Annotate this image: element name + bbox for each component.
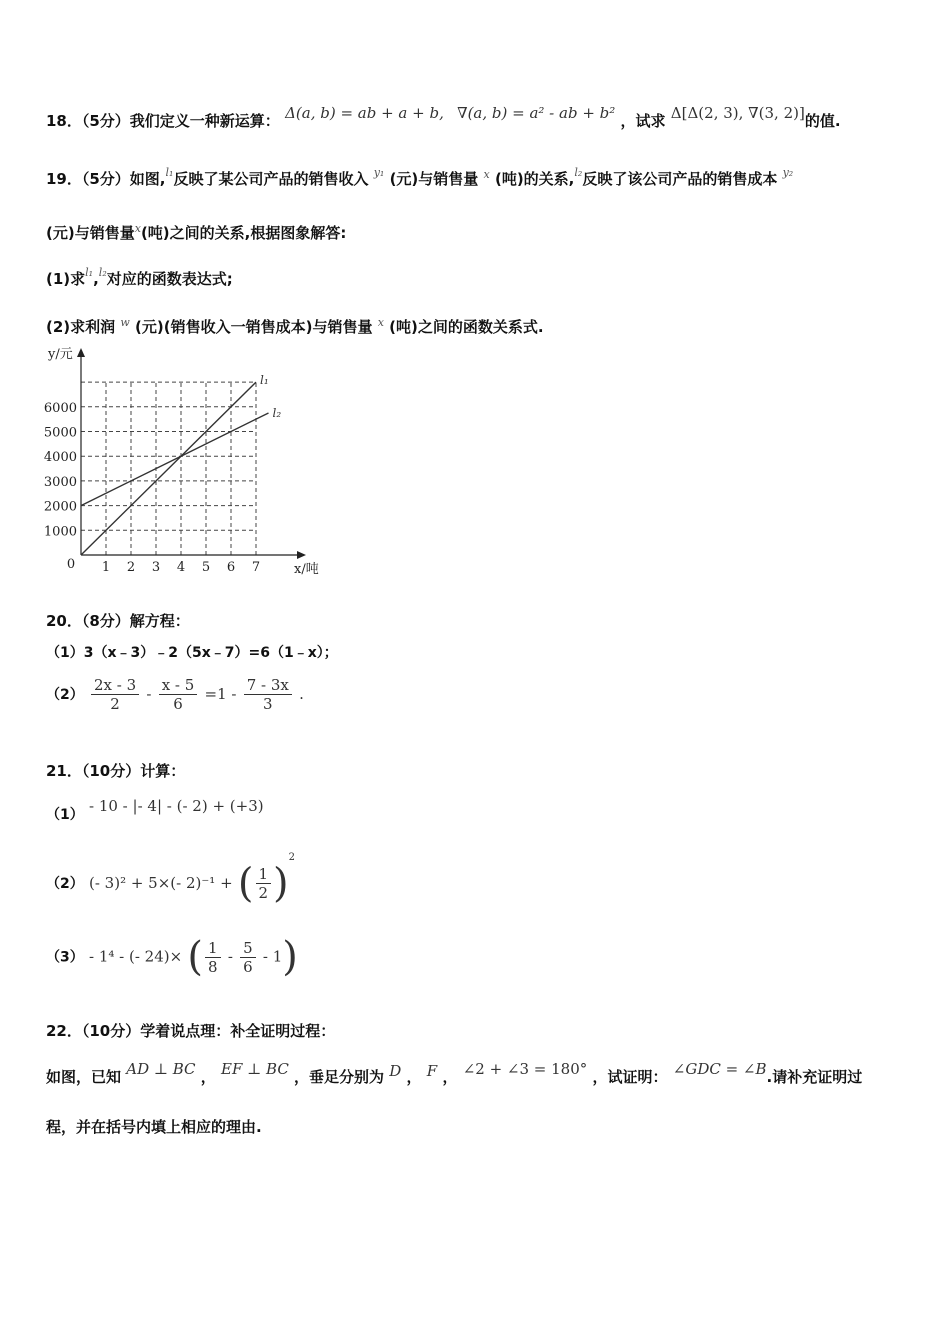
left-paren: ( (187, 934, 204, 980)
q21-part2-label: （2） (46, 876, 84, 892)
q22-head: 22．（10分）学着说点理：补全证明过程： (46, 1022, 336, 1040)
fraction (244, 676, 292, 713)
q19-text-2: (元)与销售量 (389, 170, 479, 188)
operator: - (227, 947, 233, 966)
q19-text-4: 反映了该公司产品的销售成本 (582, 170, 778, 188)
q22-formula-gdc-b: ∠GDC = ∠B (672, 1060, 767, 1078)
denominator: 2 (110, 695, 120, 713)
numerator: 5 (240, 939, 256, 958)
q22-point-d: D (389, 1062, 402, 1080)
q22-line1 (46, 1060, 863, 1087)
q19-line2 (46, 222, 346, 243)
q22-text-d: .请补充证明过 (766, 1068, 863, 1086)
y-tick-label: 4000 (43, 450, 77, 466)
q20-part2 (46, 676, 304, 713)
q21-part3-tail: - 1 (262, 947, 283, 966)
q19-line2-b: (吨)之间的关系,根据图象解答: (140, 224, 347, 242)
symbol-w: w (120, 316, 130, 329)
q22-formula-angles: ∠2 + ∠3 = 180° (462, 1060, 588, 1078)
y-tick-label: 6000 (43, 400, 77, 416)
symbol-l2: l₂ (98, 266, 107, 279)
q22-formula-ef-perp-bc: EF ⊥ BC (221, 1060, 289, 1078)
x-tick-label: 1 (101, 560, 111, 575)
q22-point-f: F (426, 1062, 438, 1080)
origin-label: 0 (66, 557, 76, 572)
q21-part3 (46, 934, 298, 980)
fraction (256, 865, 272, 902)
q22-comma: ， (200, 1068, 216, 1086)
numerator: 1 (256, 865, 272, 884)
x-tick-label: 4 (176, 560, 186, 575)
q19-part2-b: (元)(销售收入一销售成本)与销售量 (135, 318, 373, 336)
q19-part2-c: (吨)之间的函数关系式. (389, 318, 544, 336)
numerator: 1 (205, 939, 221, 958)
q21-head: 21．（10分）计算： (46, 762, 186, 780)
symbol-y2: y₂ (782, 166, 794, 179)
y-tick-label: 5000 (43, 425, 77, 441)
right-paren: ) (282, 934, 298, 980)
x-tick-label: 3 (151, 560, 161, 575)
q21-part3-expr: - 1⁴ - (- 24)× (88, 947, 183, 966)
q18-formula-delta: Δ(a, b) = ab + a + b, (285, 104, 444, 122)
symbol-l1: l₁ (165, 166, 174, 179)
denominator: 2 (258, 884, 269, 902)
y-axis-arrow (77, 348, 85, 357)
denominator: 8 (208, 957, 218, 976)
q19-part1-a: (1)求 (46, 270, 86, 288)
x-axis-arrow (297, 551, 306, 559)
denominator: 6 (173, 695, 183, 713)
q22-text-c: ，试证明： (592, 1068, 668, 1086)
x-tick-label: 6 (226, 560, 236, 575)
q22-comma: ， (442, 1068, 458, 1086)
denominator: 6 (243, 957, 253, 976)
q22-formula-ad-perp-bc: AD ⊥ BC (126, 1060, 196, 1078)
q18-mid: ，试求 (620, 112, 666, 130)
x-axis-label: x/吨 (294, 562, 319, 577)
y-tick-label: 1000 (43, 524, 77, 540)
numerator: x - 5 (159, 676, 198, 695)
series-line-2 (81, 413, 269, 506)
q21-part1-expr: - 10 - |- 4| - (- 2) + (+3) (88, 797, 264, 815)
q19-text-1: 反映了某公司产品的销售收入 (173, 170, 369, 188)
fraction (91, 676, 139, 713)
q19-line2-a: (元)与销售量 (46, 224, 135, 242)
q19-head: 19．（5分）如图, (46, 170, 166, 188)
q20-part2-label: （2） (46, 687, 84, 703)
numerator: 7 - 3x (244, 676, 292, 695)
q22-line2: 程，并在括号内填上相应的理由. (46, 1118, 262, 1136)
exponent: 2 (288, 852, 296, 863)
symbol-x: x (483, 168, 490, 181)
q19-part2-a: (2)求利润 (46, 318, 116, 336)
q19-line1 (46, 168, 793, 189)
y-tick-label: 2000 (43, 499, 77, 515)
series-label-1: l₁ (260, 373, 269, 388)
period: . (299, 685, 304, 703)
q18-tail: 的值. (804, 112, 841, 130)
fraction (159, 676, 198, 713)
q20-head: 20．（8分）解方程： (46, 612, 190, 630)
x-tick-label: 5 (201, 560, 211, 575)
series-label-2: l₂ (272, 405, 282, 420)
symbol-l1: l₁ (85, 266, 94, 279)
series-line-1 (81, 382, 256, 555)
q19-text-3: (吨)的关系, (494, 170, 575, 188)
sales-chart (36, 340, 336, 580)
q21-part3-label: （3） (46, 949, 84, 966)
q18-formula-target: Δ[Δ(2, 3), ∇(3, 2)] (670, 104, 805, 122)
q22-comma: ， (406, 1068, 422, 1086)
numerator: 2x - 3 (91, 676, 139, 695)
q21-part1 (46, 796, 264, 823)
q19-part1 (46, 268, 233, 289)
q18-formula-nabla: ∇(a, b) = a² - ab + b² (457, 104, 616, 122)
fraction (240, 939, 256, 976)
q19-part1-b: 对应的函数表达式; (106, 270, 233, 288)
x-tick-label: 2 (126, 560, 136, 575)
x-tick-label: 7 (251, 560, 261, 575)
operator: =1 - (204, 685, 237, 703)
symbol-x: x (377, 316, 384, 329)
symbol-y1: y₁ (373, 166, 385, 179)
operator: - (146, 685, 152, 703)
symbol-x: x (134, 222, 141, 235)
y-tick-label: 3000 (43, 474, 77, 490)
q22-text-a: 如图，已知 (46, 1068, 122, 1086)
denominator: 3 (263, 695, 273, 713)
q20-part1: （1）3（x﹣3）﹣2（5x﹣7）=6（1﹣x）； (46, 645, 338, 661)
y-axis-label: y/元 (48, 347, 73, 362)
q21-part2-expr: (- 3)² + 5×(- 2)⁻¹ + (88, 874, 233, 892)
q18-line (46, 104, 841, 131)
left-paren: ( (237, 860, 254, 907)
right-paren: ) (273, 860, 289, 907)
q21-part1-label: （1） (46, 807, 84, 823)
q21-part2 (46, 852, 295, 907)
q18-head: 18．（5分）我们定义一种新运算： (46, 112, 280, 130)
symbol-l2: l₂ (574, 166, 583, 179)
q19-part1-comma: , (93, 270, 99, 288)
q19-part2 (46, 316, 544, 337)
q22-text-b: ，垂足分别为 (294, 1068, 385, 1086)
fraction (205, 939, 221, 976)
